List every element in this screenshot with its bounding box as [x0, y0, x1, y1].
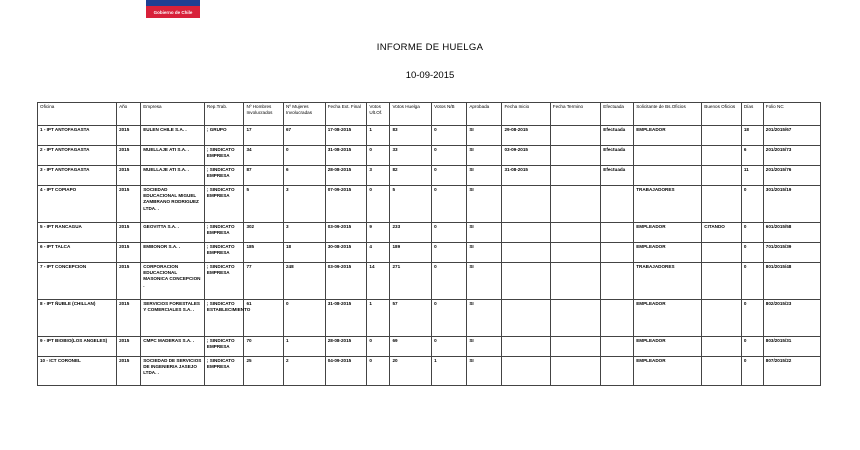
table-cell: CORPORACION EDUCACIONAL MASONICA CONCEPCION . [141, 263, 205, 300]
table-cell: 11 [741, 166, 763, 186]
table-cell: 2015 [117, 357, 141, 386]
table-cell [550, 166, 601, 186]
table-cell: 0 [741, 223, 763, 243]
table-cell [550, 186, 601, 223]
table-cell [550, 126, 601, 146]
table-cell [502, 300, 550, 337]
table-cell: 9 - IPT BIOBIO(LOS ANGELES) [38, 337, 117, 357]
table-cell: 0 [432, 166, 467, 186]
table-cell: SI [467, 146, 502, 166]
table-cell: 807/2015/22 [763, 357, 820, 386]
table-cell [502, 186, 550, 223]
table-cell: 0 [283, 300, 325, 337]
table-row [38, 126, 821, 146]
table-cell: 2 - IPT ANTOFAGASTA [38, 146, 117, 166]
table-cell: SOCIEDAD DE SERVICIOS DE INGENIERIA JASEJO LTDA. . [141, 357, 205, 386]
table-cell: 9 [367, 223, 390, 243]
table-cell: ; SINDICATO EMPRESA [204, 223, 244, 243]
table-cell: 34 [244, 146, 284, 166]
table-cell: 2015 [117, 186, 141, 223]
column-header: Nº Mujeres Involucradas [283, 103, 325, 126]
table-cell: CITANDO [702, 223, 742, 243]
table-cell [550, 146, 601, 166]
table-cell: 0 [432, 243, 467, 263]
table-cell: 2015 [117, 300, 141, 337]
logo-red-band [146, 6, 200, 18]
table-row [38, 263, 821, 300]
column-header: Folio NC [763, 103, 820, 126]
table-cell: Efectuada [601, 126, 634, 146]
table-cell: 31-08-2015 [325, 146, 367, 166]
table-cell: 0 [432, 186, 467, 223]
table-cell: TRABAJADORES [634, 186, 702, 223]
table-cell: 2015 [117, 146, 141, 166]
table-cell: 31-08-2015 [502, 166, 550, 186]
table-cell: 28-08-2015 [325, 166, 367, 186]
table-cell: 233 [390, 223, 432, 243]
table-cell: 2015 [117, 337, 141, 357]
table-cell: SI [467, 263, 502, 300]
table-cell: ; SINDICATO EMPRESA [204, 166, 244, 186]
table-cell: 1 [367, 126, 390, 146]
table-cell: 2015 [117, 166, 141, 186]
table-cell: 302 [244, 223, 284, 243]
table-cell: 28-08-2015 [325, 337, 367, 357]
table-cell [550, 223, 601, 243]
table-cell: 87 [244, 166, 284, 186]
table-cell: 5 [390, 186, 432, 223]
table-cell: 83 [390, 126, 432, 146]
table-cell: 0 [432, 300, 467, 337]
table-cell [634, 166, 702, 186]
table-cell [634, 146, 702, 166]
table-cell: 185 [244, 243, 284, 263]
table-cell: SI [467, 357, 502, 386]
table-cell [601, 300, 634, 337]
table-row [38, 300, 821, 337]
column-header: Empresa [141, 103, 205, 126]
table-cell [550, 337, 601, 357]
table-cell: 03-09-2015 [325, 263, 367, 300]
table-cell: ; SINDICATO EMPRESA [204, 357, 244, 386]
table-row [38, 166, 821, 186]
column-header: Fecha Termino [550, 103, 601, 126]
table-cell [702, 146, 742, 166]
table-cell: EULEN CHILE S.A. . [141, 126, 205, 146]
table-cell [502, 243, 550, 263]
table-cell: 2015 [117, 243, 141, 263]
column-header: Votos N/B [432, 103, 467, 126]
table-cell: EMPLEADOR [634, 357, 702, 386]
table-cell: 10 - ICT CORONEL [38, 357, 117, 386]
column-header: Días [741, 103, 763, 126]
table-cell: 57 [390, 300, 432, 337]
table-cell [502, 263, 550, 300]
table-cell: 201/2015/73 [763, 146, 820, 166]
table-cell [702, 357, 742, 386]
table-cell: 201/2015/67 [763, 126, 820, 146]
table-cell: 03-09-2015 [502, 146, 550, 166]
table-cell: 3 [283, 223, 325, 243]
report-date: 10-09-2015 [405, 70, 455, 81]
table-cell: 601/2015/58 [763, 223, 820, 243]
table-cell: ; SINDICATO EMPRESA [204, 337, 244, 357]
table-cell: 77 [244, 263, 284, 300]
table-row [38, 146, 821, 166]
table-cell: SOCIEDAD EDUCACIONAL MIGUEL ZAMBRANO RODRIGUEZ LTDA. . [141, 186, 205, 223]
table-cell: 3 - IPT ANTOFAGASTA [38, 166, 117, 186]
column-header: Aprobada [467, 103, 502, 126]
table-cell: 0 [741, 357, 763, 386]
table-cell: 14 [367, 263, 390, 300]
table-cell [502, 223, 550, 243]
table-cell: 31-08-2015 [325, 300, 367, 337]
table-cell: 801/2015/48 [763, 263, 820, 300]
table-cell [601, 186, 634, 223]
table-cell: 201/2015/76 [763, 166, 820, 186]
column-header: Nº Hombres Involucrados [244, 103, 284, 126]
table-cell: 6 - IPT TALCA [38, 243, 117, 263]
table-cell [702, 166, 742, 186]
table-cell: SI [467, 166, 502, 186]
table-row [38, 337, 821, 357]
table-cell: 0 [741, 337, 763, 357]
table-cell: 6 [283, 166, 325, 186]
table-cell: 1 [432, 357, 467, 386]
table-cell: 04-09-2015 [325, 357, 367, 386]
table-cell: CMPC MADERAS S.A. . [141, 337, 205, 357]
table-cell [550, 300, 601, 337]
table-cell [702, 263, 742, 300]
table-cell: 18 [741, 126, 763, 146]
table-cell: 33 [390, 146, 432, 166]
table-cell: 29-08-2015 [502, 126, 550, 146]
table-cell [702, 243, 742, 263]
table-cell: 0 [432, 126, 467, 146]
logo-text: Gobierno de Chile [153, 9, 193, 15]
table-cell: EMPLEADOR [634, 337, 702, 357]
table-cell: 18 [283, 243, 325, 263]
table-cell: SI [467, 337, 502, 357]
table-cell [601, 243, 634, 263]
table-cell: 1 [367, 300, 390, 337]
table-row [38, 186, 821, 223]
table-cell [550, 243, 601, 263]
table-cell: 0 [432, 223, 467, 243]
table-cell [702, 186, 742, 223]
table-cell: 0 [741, 243, 763, 263]
table-cell: 248 [283, 263, 325, 300]
table-cell: 0 [367, 337, 390, 357]
table-cell: 0 [432, 263, 467, 300]
table-cell: 3 [367, 166, 390, 186]
table-cell: 0 [741, 186, 763, 223]
table-cell: Efectuada [601, 146, 634, 166]
table-cell: 3 [283, 186, 325, 223]
table-cell: 5 - IPT RANCAGUA [38, 223, 117, 243]
table-cell: SI [467, 223, 502, 243]
table-cell: 17 [244, 126, 284, 146]
table-cell: 701/2015/39 [763, 243, 820, 263]
table-cell [702, 300, 742, 337]
column-header: Efectuada [601, 103, 634, 126]
table-cell: 271 [390, 263, 432, 300]
report-title: INFORME DE HUELGA [376, 42, 484, 53]
column-header: Fecha Inicio [502, 103, 550, 126]
table-cell: 189 [390, 243, 432, 263]
column-header: Votos Huelga [390, 103, 432, 126]
table-cell: 6 [741, 146, 763, 166]
table-cell [601, 263, 634, 300]
table-cell: SI [467, 243, 502, 263]
table-cell [550, 357, 601, 386]
table-cell: SI [467, 300, 502, 337]
table-cell [550, 263, 601, 300]
table-cell: EMPLEADOR [634, 126, 702, 146]
table-cell [702, 126, 742, 146]
table-cell: 17-08-2015 [325, 126, 367, 146]
table-cell: 803/2015/31 [763, 337, 820, 357]
table-cell: ; GRUPO [204, 126, 244, 146]
table-cell [601, 223, 634, 243]
table-cell: EMPLEADOR [634, 243, 702, 263]
table-cell: 4 - IPT COPIAPO [38, 186, 117, 223]
table-cell: 1 - IPT ANTOFAGASTA [38, 126, 117, 146]
table-cell [502, 357, 550, 386]
table-cell: 03-09-2015 [325, 223, 367, 243]
table-cell: 0 [367, 146, 390, 166]
table-cell: 2 [283, 357, 325, 386]
table-cell: ; SINDICATO EMPRESA [204, 186, 244, 223]
table-cell: 2015 [117, 126, 141, 146]
table-cell: 2015 [117, 263, 141, 300]
table-cell: 1 [283, 337, 325, 357]
table-cell: 0 [432, 337, 467, 357]
table-cell: ; SINDICATO EMPRESA [204, 146, 244, 166]
table-cell: 07-09-2015 [325, 186, 367, 223]
column-header: Oficina [38, 103, 117, 126]
table-body [38, 126, 821, 386]
table-cell: GEOVITTA S.A. . [141, 223, 205, 243]
strike-report-table [37, 102, 821, 386]
table-cell: Efectuada [601, 166, 634, 186]
table-cell: 7 - IPT CONCEPCION [38, 263, 117, 300]
column-header: Votos Ult.Of. [367, 103, 390, 126]
table-header-row [38, 103, 821, 126]
table-row [38, 243, 821, 263]
table-cell: 4 [367, 243, 390, 263]
table-cell [601, 357, 634, 386]
table-cell: 61 [244, 300, 284, 337]
table-cell: 8 - IPT ÑUBLE (CHILLAN) [38, 300, 117, 337]
table-cell: 69 [390, 337, 432, 357]
column-header: Fecha Ext. Final [325, 103, 367, 126]
table-cell: 30-08-2015 [325, 243, 367, 263]
table-cell: 82 [390, 166, 432, 186]
table-cell: EMPLEADOR [634, 223, 702, 243]
table-cell: ; SINDICATO EMPRESA [204, 263, 244, 300]
table-cell: 2015 [117, 223, 141, 243]
table-row [38, 223, 821, 243]
table-cell: MUELLAJE ATI S.A. . [141, 166, 205, 186]
table-cell: EMBONOR S.A. . [141, 243, 205, 263]
table-cell: MUELLAJE ATI S.A. . [141, 146, 205, 166]
table-cell: 0 [741, 300, 763, 337]
table-cell: SI [467, 186, 502, 223]
table-row [38, 357, 821, 386]
table-cell: 0 [367, 357, 390, 386]
table-cell: TRABAJADORES [634, 263, 702, 300]
table-cell: 802/2015/23 [763, 300, 820, 337]
table-cell: 67 [283, 126, 325, 146]
table-cell: SERVICIOS FORESTALES Y COMERCIALES S.A. . [141, 300, 205, 337]
table-cell: 0 [367, 186, 390, 223]
table-cell: 301/2015/19 [763, 186, 820, 223]
column-header: Año [117, 103, 141, 126]
table-cell: SI [467, 126, 502, 146]
table-cell: 0 [283, 146, 325, 166]
table-cell: 5 [244, 186, 284, 223]
table-cell: 20 [390, 357, 432, 386]
table-cell: 25 [244, 357, 284, 386]
column-header: Buenos Oficios [702, 103, 742, 126]
table-cell [502, 337, 550, 357]
table-cell: EMPLEADOR [634, 300, 702, 337]
logo-blue-band [146, 0, 200, 6]
table-cell [702, 337, 742, 357]
table-cell: ; SINDICATO EMPRESA [204, 243, 244, 263]
column-header: Solicitante de Bs.Oficios [634, 103, 702, 126]
government-logo [146, 0, 200, 18]
table-cell: ; SINDICATO ESTABLECIMIENTO [204, 300, 244, 337]
table-cell: 0 [741, 263, 763, 300]
table-cell: 70 [244, 337, 284, 357]
column-header: Rep.Trab. [204, 103, 244, 126]
table-cell [601, 337, 634, 357]
table-cell: 0 [432, 146, 467, 166]
